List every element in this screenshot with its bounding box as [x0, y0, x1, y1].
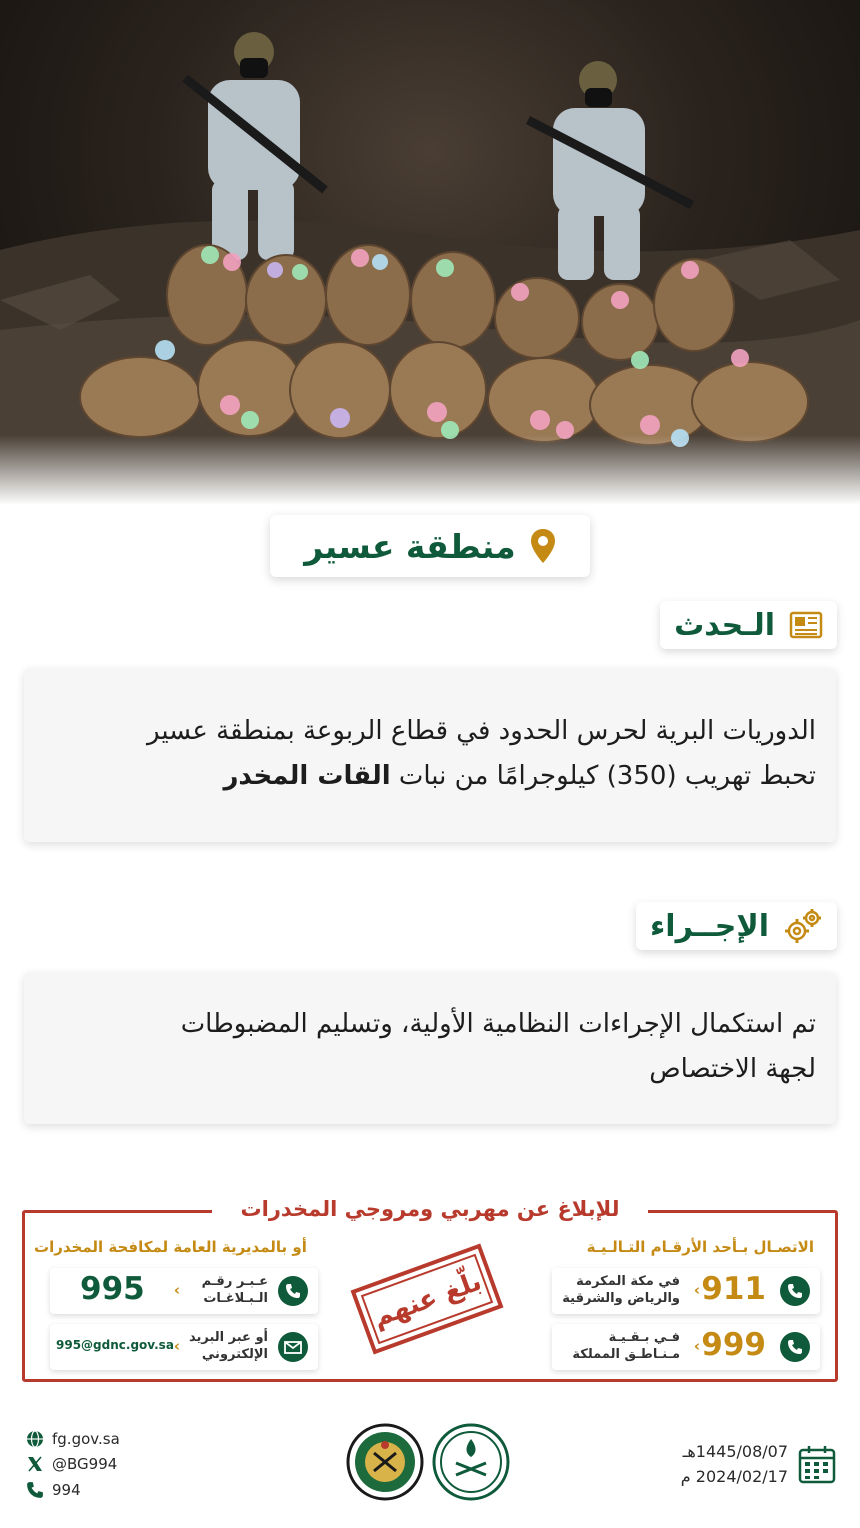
footer-twitter[interactable] [26, 1455, 117, 1473]
email-icon [278, 1332, 308, 1362]
region-name: منطقة عسير [304, 526, 516, 566]
chevron-left-icon: ‹ [693, 1281, 700, 1299]
hotline-995-label-1: عـبـر رقـم [201, 1274, 268, 1289]
action-title: الإجــراء [649, 908, 769, 944]
report-email-label [189, 1329, 268, 1363]
event-line-2-bold: القات المخدر [223, 761, 391, 791]
hotline-911-label-2: والرياض والشرقية [562, 1291, 680, 1306]
report-email-address: 995@gdnc.gov.sa [56, 1338, 174, 1352]
report-email-label-1: أو عبر البريد [189, 1330, 268, 1345]
event-card [24, 668, 836, 842]
hotline-995-number: 995 [80, 1271, 145, 1307]
soldier-right [528, 61, 692, 280]
border-guard-logo [346, 1423, 424, 1501]
action-header [636, 902, 837, 950]
report-right-heading: الاتصـال بـأحد الأرقـام التـالـيـة [586, 1238, 814, 1256]
chevron-left-icon: ‹ [173, 1281, 180, 1299]
event-title: الـحدث [674, 607, 775, 643]
action-line-2: لجهة الاختصاص [649, 1054, 816, 1084]
chevron-left-icon: ‹ [693, 1337, 700, 1355]
hotline-911-label [562, 1273, 680, 1307]
footer-website-text: fg.gov.sa [52, 1430, 120, 1448]
calendar-icon [798, 1444, 836, 1484]
hotline-999-label [572, 1329, 680, 1363]
footer-phone[interactable] [26, 1481, 81, 1499]
stamp-graphic [342, 1242, 512, 1357]
event-line-2 [44, 754, 816, 799]
gregorian-date: 2024/02/17 م [680, 1467, 788, 1486]
action-card [24, 972, 836, 1124]
chevron-left-icon: ‹ [173, 1337, 180, 1355]
phone-icon [278, 1276, 308, 1306]
event-header [660, 601, 837, 649]
hotline-999-label-2: مـنـاطـق المملكة [572, 1347, 680, 1362]
hotline-999[interactable] [552, 1324, 820, 1370]
report-left-heading: أو بالمديرية العامة لمكافحة المخدرات [34, 1238, 307, 1256]
interior-ministry-logo [432, 1423, 510, 1501]
phone-icon [26, 1481, 44, 1499]
report-title: للإبلاغ عن مهربي ومروجي المخدرات [212, 1197, 648, 1229]
stamp-text: بلّغ عنهم [369, 1266, 486, 1334]
event-line-2-text: تحبط تهريب (350) كيلوجرامًا من نبات [398, 761, 816, 791]
phone-icon [780, 1332, 810, 1362]
footer-twitter-text: @BG994 [52, 1455, 118, 1473]
event-line-1: الدوريات البرية لحرس الحدود في قطاع الربوعة بمنطقة عسير [146, 716, 816, 746]
hijri-date: 1445/08/07هـ [682, 1442, 788, 1461]
hotline-911-number: 911 [701, 1271, 766, 1307]
action-line-1: تم استكمال الإجراءات النظامية الأولية، وتسليم المضبوطات [180, 1009, 816, 1039]
region-tag [270, 515, 590, 577]
report-stamp [342, 1242, 512, 1357]
hotline-995-label [202, 1273, 268, 1307]
phone-icon [780, 1276, 810, 1306]
footer-phone-text: 994 [52, 1481, 81, 1499]
gears-icon [783, 907, 823, 945]
location-pin-icon [530, 528, 556, 564]
seizure-illustration [0, 0, 860, 505]
hotline-995-label-2: الـبـلاغـات [203, 1291, 268, 1306]
footer-website[interactable] [26, 1430, 120, 1448]
hotline-995[interactable] [50, 1268, 318, 1314]
x-logo-icon [26, 1455, 44, 1473]
hotline-999-number: 999 [701, 1327, 766, 1363]
newspaper-icon [789, 611, 823, 639]
photo-fade [0, 435, 860, 505]
hero-photo [0, 0, 860, 505]
hotline-911-label-1: في مكة المكرمة [576, 1274, 680, 1289]
report-email[interactable] [50, 1324, 318, 1370]
report-email-label-2: الإلكتروني [201, 1347, 268, 1362]
hotline-911[interactable] [552, 1268, 820, 1314]
globe-icon [26, 1430, 44, 1448]
hotline-999-label-1: فـي بـقـيـة [608, 1330, 680, 1345]
